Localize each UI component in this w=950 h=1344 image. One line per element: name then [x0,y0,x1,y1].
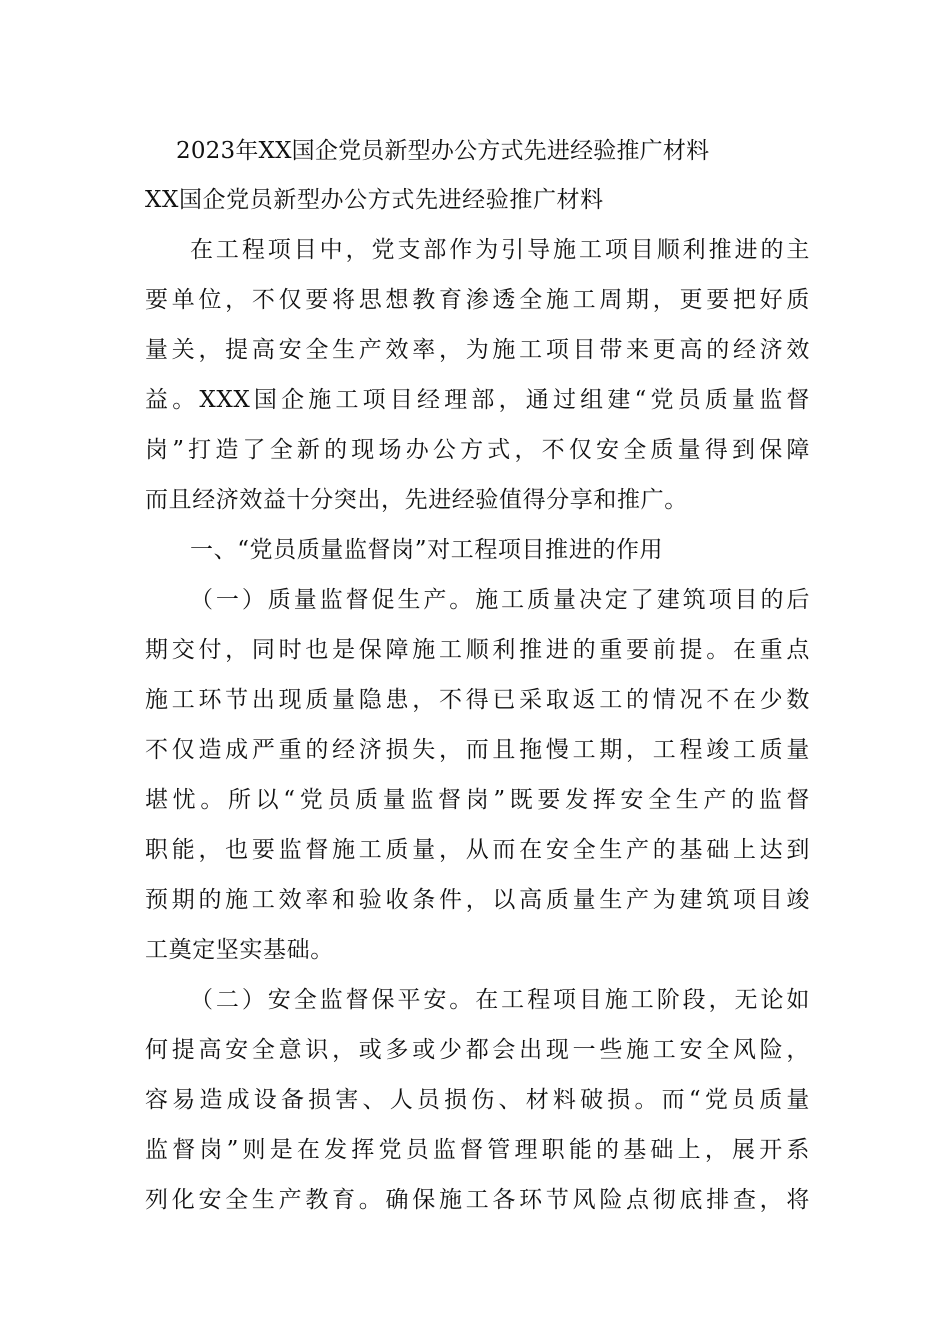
intro-line: 量关，提高安全生产效率，为施工项目带来更高的经济效 [145,337,810,363]
paragraph-line: 职能，也要监督施工质量，从而在安全生产的基础上达到 [145,837,810,863]
section-heading: 一、“党员质量监督岗”对工程项目推进的作用 [190,537,664,563]
paragraph-line: 容易造成设备损害、人员损伤、材料破损。而“党员质量 [145,1087,810,1113]
intro-line: 益。XXX国企施工项目经理部，通过组建“党员质量监督 [145,387,810,413]
document-title: 2023年XX国企党员新型办公方式先进经验推广材料 [176,138,710,164]
paragraph-line: 期交付，同时也是保障施工顺利推进的重要前提。在重点 [145,637,810,663]
paragraph-line: 工奠定坚实基础。 [145,937,334,963]
paragraph-line: （一）质量监督促生产。施工质量决定了建筑项目的后 [190,587,810,613]
intro-line: 要单位，不仅要将思想教育渗透全施工周期，更要把好质 [145,287,810,313]
paragraph-line: 不仅造成严重的经济损失，而且拖慢工期，工程竣工质量 [145,737,810,763]
paragraph-line: 监督岗”则是在发挥党员监督管理职能的基础上，展开系 [145,1137,810,1163]
intro-line: 岗”打造了全新的现场办公方式，不仅安全质量得到保障 [145,437,810,463]
document-subtitle: XX国企党员新型办公方式先进经验推广材料 [145,187,604,213]
paragraph-line: 何提高安全意识，或多或少都会出现一些施工安全风险， [145,1037,810,1063]
paragraph-line: （二）安全监督保平安。在工程项目施工阶段，无论如 [190,987,810,1013]
intro-line: 而且经济效益十分突出，先进经验值得分享和推广。 [145,487,688,513]
paragraph-line: 预期的施工效率和验收条件，以高质量生产为建筑项目竣 [145,887,810,913]
intro-line: 在工程项目中，党支部作为引导施工项目顺利推进的主 [190,237,810,263]
paragraph-line: 列化安全生产教育。确保施工各环节风险点彻底排查，将 [145,1187,810,1213]
paragraph-line: 施工环节出现质量隐患，不得已采取返工的情况不在少数 [145,687,810,713]
paragraph-line: 堪忧。所以“党员质量监督岗”既要发挥安全生产的监督 [145,787,810,813]
